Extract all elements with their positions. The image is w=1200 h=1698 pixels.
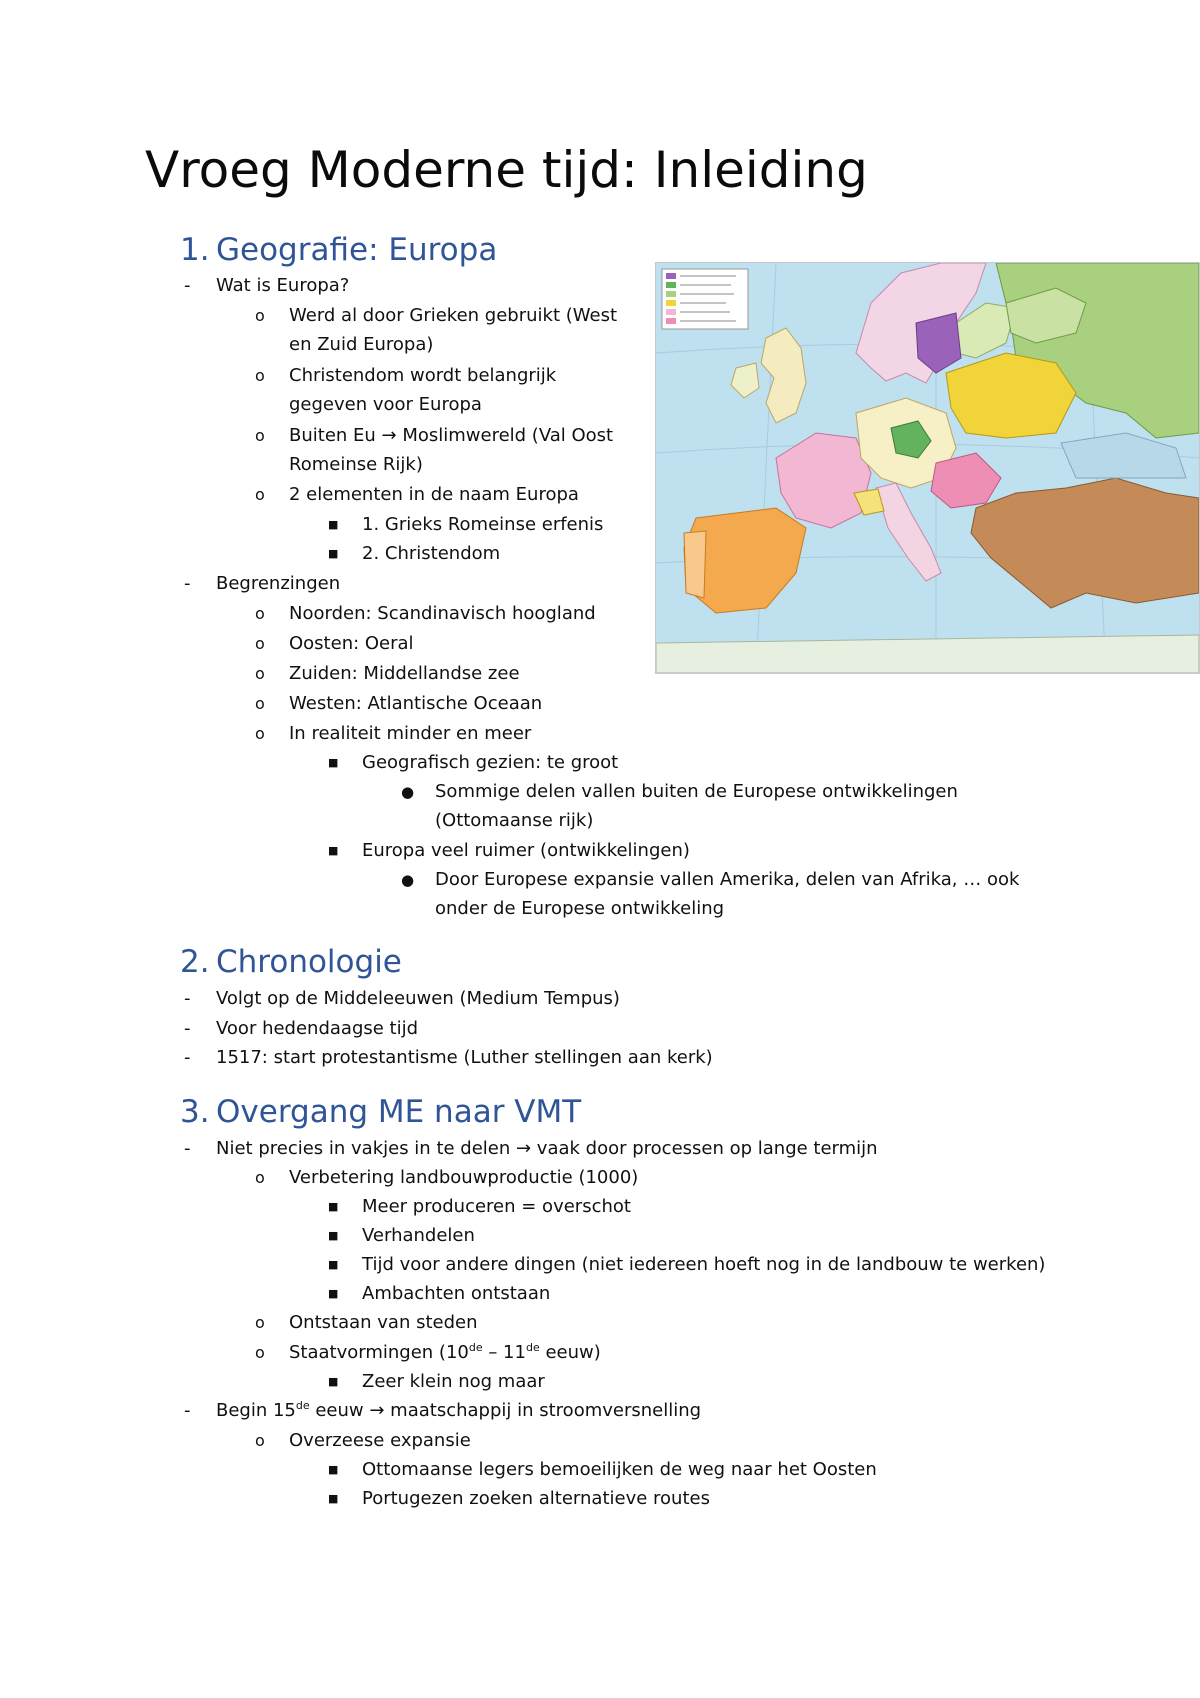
square-bullet: ■ xyxy=(328,844,339,857)
square-bullet: ■ xyxy=(328,518,339,531)
list-item: Overzeese expansie xyxy=(289,1430,471,1451)
list-item: Voor hedendaagse tijd xyxy=(216,1018,419,1039)
list-item: Niet precies in vakjes in te delen → vaak door processen op lange termijn xyxy=(216,1138,878,1159)
section-title: Chronologie xyxy=(216,944,402,980)
list-item: Geografisch gezien: te groot xyxy=(362,752,619,773)
list-item: Christendom wordt belangrijk xyxy=(289,365,557,386)
list-item: Volgt op de Middeleeuwen (Medium Tempus) xyxy=(216,988,620,1009)
square-bullet: ■ xyxy=(328,1287,339,1300)
circle-bullet: o xyxy=(255,1431,265,1450)
list-item: Wat is Europa? xyxy=(216,275,350,296)
list-item: Ambachten ontstaan xyxy=(362,1283,551,1304)
square-bullet: ■ xyxy=(328,1229,339,1242)
list-item: Westen: Atlantische Oceaan xyxy=(289,693,543,714)
list-item: Werd al door Grieken gebruikt (West xyxy=(289,305,617,326)
section-number: 2. xyxy=(180,944,210,980)
circle-bullet: o xyxy=(255,694,265,713)
page-title: Vroeg Moderne tijd: Inleiding xyxy=(145,141,868,199)
dash-bullet: - xyxy=(184,1018,191,1039)
square-bullet: ■ xyxy=(328,1375,339,1388)
europe-map-illustration xyxy=(656,263,1199,673)
dash-bullet: - xyxy=(184,988,191,1009)
square-bullet: ■ xyxy=(328,756,339,769)
text-run: eeuw → maatschappij in stroomversnelling xyxy=(309,1400,702,1421)
list-item: Verhandelen xyxy=(362,1225,475,1246)
circle-bullet: o xyxy=(255,1343,265,1362)
list-item: Sommige delen vallen buiten de Europese ontwikkelingen xyxy=(435,781,958,802)
dash-bullet: - xyxy=(184,1400,191,1421)
list-item: Noorden: Scandinavisch hoogland xyxy=(289,603,596,624)
list-item: Oosten: Oeral xyxy=(289,633,414,654)
list-item-continuation: gegeven voor Europa xyxy=(289,394,482,415)
text-run: Staatvormingen (10 xyxy=(289,1342,469,1363)
circle-bullet: o xyxy=(255,485,265,504)
square-bullet: ■ xyxy=(328,1200,339,1213)
circle-bullet: o xyxy=(255,634,265,653)
list-item: Ontstaan van steden xyxy=(289,1312,478,1333)
circle-bullet: o xyxy=(255,664,265,683)
square-bullet: ■ xyxy=(328,1463,339,1476)
section-number: 3. xyxy=(180,1094,210,1130)
list-item: Zeer klein nog maar xyxy=(362,1371,545,1392)
list-item-continuation: (Ottomaanse rijk) xyxy=(435,810,594,831)
dash-bullet: - xyxy=(184,1138,191,1159)
dot-bullet: ● xyxy=(401,783,415,801)
text-run: Begin 15 xyxy=(216,1400,296,1421)
section-heading-overgang xyxy=(180,1094,581,1130)
circle-bullet: o xyxy=(255,724,265,743)
square-bullet: ■ xyxy=(328,547,339,560)
list-item: 2. Christendom xyxy=(362,543,501,564)
square-bullet: ■ xyxy=(328,1492,339,1505)
list-item-continuation: onder de Europese ontwikkeling xyxy=(435,898,725,919)
dash-bullet: - xyxy=(184,1047,191,1068)
circle-bullet: o xyxy=(255,426,265,445)
circle-bullet: o xyxy=(255,1313,265,1332)
circle-bullet: o xyxy=(255,366,265,385)
circle-bullet: o xyxy=(255,1168,265,1187)
list-item-continuation: Romeinse Rijk) xyxy=(289,454,423,475)
superscript: de xyxy=(525,1341,540,1354)
list-item: 2 elementen in de naam Europa xyxy=(289,484,579,505)
list-item: Door Europese expansie vallen Amerika, delen van Afrika, … ook xyxy=(435,869,1020,890)
europe-map-image xyxy=(655,262,1200,674)
superscript: de xyxy=(295,1399,310,1412)
section-number: 1. xyxy=(180,232,210,268)
section-title: Overgang ME naar VMT xyxy=(216,1094,582,1130)
list-item: Portugezen zoeken alternatieve routes xyxy=(362,1488,710,1509)
list-item: Ottomaanse legers bemoeilijken de weg naar het Oosten xyxy=(362,1459,877,1480)
list-item: Buiten Eu → Moslimwereld (Val Oost xyxy=(289,425,614,446)
list-item: Europa veel ruimer (ontwikkelingen) xyxy=(362,840,690,861)
dot-bullet: ● xyxy=(401,871,415,889)
list-item: Verbetering landbouwproductie (1000) xyxy=(289,1167,639,1188)
list-item: Begrenzingen xyxy=(216,573,341,594)
list-item-continuation: en Zuid Europa) xyxy=(289,334,434,355)
square-bullet: ■ xyxy=(328,1258,339,1271)
list-item: 1517: start protestantisme (Luther stellingen aan kerk) xyxy=(216,1047,713,1068)
list-item: Tijd voor andere dingen (niet iedereen hoeft nog in de landbouw te werken) xyxy=(362,1254,1046,1275)
list-item xyxy=(289,1340,601,1366)
section-title: Geografie: Europa xyxy=(216,232,498,268)
text-run: – 11 xyxy=(482,1342,526,1363)
list-item: Zuiden: Middellandse zee xyxy=(289,663,520,684)
list-item: 1. Grieks Romeinse erfenis xyxy=(362,514,604,535)
list-item xyxy=(216,1398,701,1424)
dash-bullet: - xyxy=(184,573,191,594)
text-run: eeuw) xyxy=(539,1342,601,1363)
section-heading-chronologie xyxy=(180,944,402,980)
list-item: Meer produceren = overschot xyxy=(362,1196,631,1217)
superscript: de xyxy=(468,1341,483,1354)
circle-bullet: o xyxy=(255,306,265,325)
section-heading-geografie xyxy=(180,232,497,268)
circle-bullet: o xyxy=(255,604,265,623)
list-item: In realiteit minder en meer xyxy=(289,723,532,744)
dash-bullet: - xyxy=(184,275,191,296)
